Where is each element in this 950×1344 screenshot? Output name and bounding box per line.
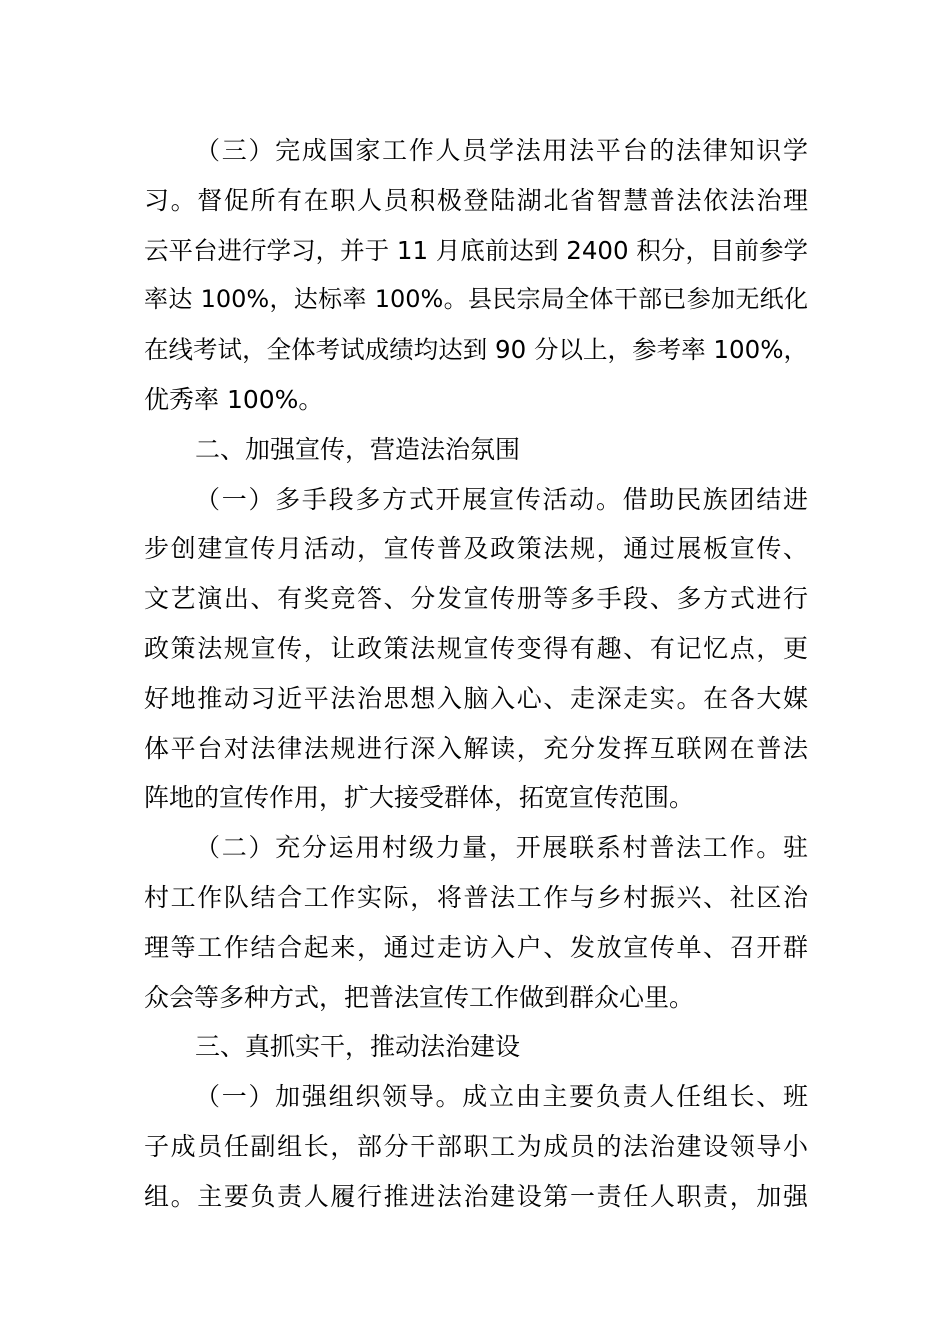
text-line: 文艺演出、有奖竞答、分发宣传册等多手段、多方式进行: [144, 584, 808, 614]
text-line: 云平台进行学习，并于 11 月底前达到 2400 积分，目前参学: [144, 235, 808, 265]
text-line: 理等工作结合起来，通过走访入户、发放宣传单、召开群: [144, 932, 808, 962]
text-line: 阵地的宣传作用，扩大接受群体，拓宽宣传范围。: [144, 783, 695, 813]
text-line: （三）完成国家工作人员学法用法平台的法律知识学: [195, 136, 808, 165]
text-line: 好地推动习近平法治思想入脑入心、走深走实。在各大媒: [144, 683, 808, 713]
document-body: [144, 126, 808, 1222]
text-line: 步创建宣传月活动，宣传普及政策法规，通过展板宣传、: [144, 534, 808, 564]
text-line: 众会等多种方式，把普法宣传工作做到群众心里。: [144, 982, 695, 1012]
text-line: 在线考试，全体考试成绩均达到 90 分以上，参考率 100%，: [144, 335, 808, 365]
text-line: （一）加强组织领导。成立由主要负责人任组长、班: [195, 1082, 808, 1112]
text-line: 体平台对法律法规进行深入解读，充分发挥互联网在普法: [144, 733, 808, 763]
text-line: 政策法规宣传，让政策法规宣传变得有趣、有记忆点，更: [144, 633, 808, 663]
text-line: 组。主要负责人履行推进法治建设第一责任人职责，加强: [144, 1181, 808, 1211]
text-line: （二）充分运用村级力量，开展联系村普法工作。驻: [195, 833, 808, 863]
text-line: 习。督促所有在职人员积极登陆湖北省智慧普法依法治理: [144, 185, 808, 215]
text-line: 村工作队结合工作实际，将普法工作与乡村振兴、社区治: [144, 882, 808, 912]
text-line: （一）多手段多方式开展宣传活动。借助民族团结进: [195, 484, 808, 514]
text-line: 子成员任副组长，部分干部职工为成员的法治建设领导小: [144, 1131, 808, 1161]
text-line: 率达 100%，达标率 100%。县民宗局全体干部已参加无纸化: [144, 285, 808, 314]
text-line: 三、真抓实干，推动法治建设: [195, 1032, 521, 1062]
text-line: 二、加强宣传，营造法治氛围: [195, 434, 521, 464]
text-line: 优秀率 100%。: [144, 384, 324, 414]
